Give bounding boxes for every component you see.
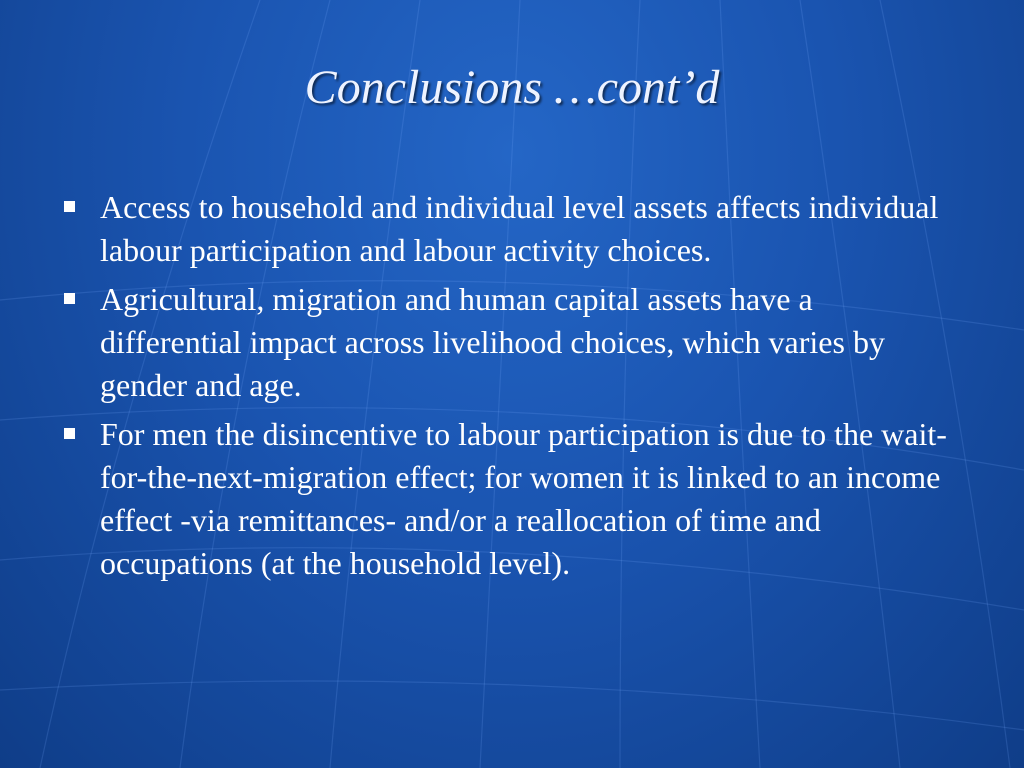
square-bullet-icon (64, 293, 75, 304)
bullet-text: Agricultural, migration and human capital assets have a differential impact across livelihood choices, which varies by gender and age. (100, 281, 885, 403)
bullet-item (62, 278, 962, 407)
bullet-list (62, 186, 962, 591)
square-bullet-icon (64, 428, 75, 439)
bullet-item (62, 186, 962, 272)
bullet-text: For men the disincentive to labour participation is due to the wait-for-the-next-migration effect; for women it is linked to an income effect -via remittances- and/or a reallocation of time and occupations (at the household level). (100, 416, 947, 581)
bullet-item (62, 413, 962, 585)
bullet-text: Access to household and individual level assets affects individual labour participation and labour activity choices. (100, 189, 939, 268)
slide-title: Conclusions …cont’d (304, 61, 720, 114)
square-bullet-icon (64, 201, 75, 212)
